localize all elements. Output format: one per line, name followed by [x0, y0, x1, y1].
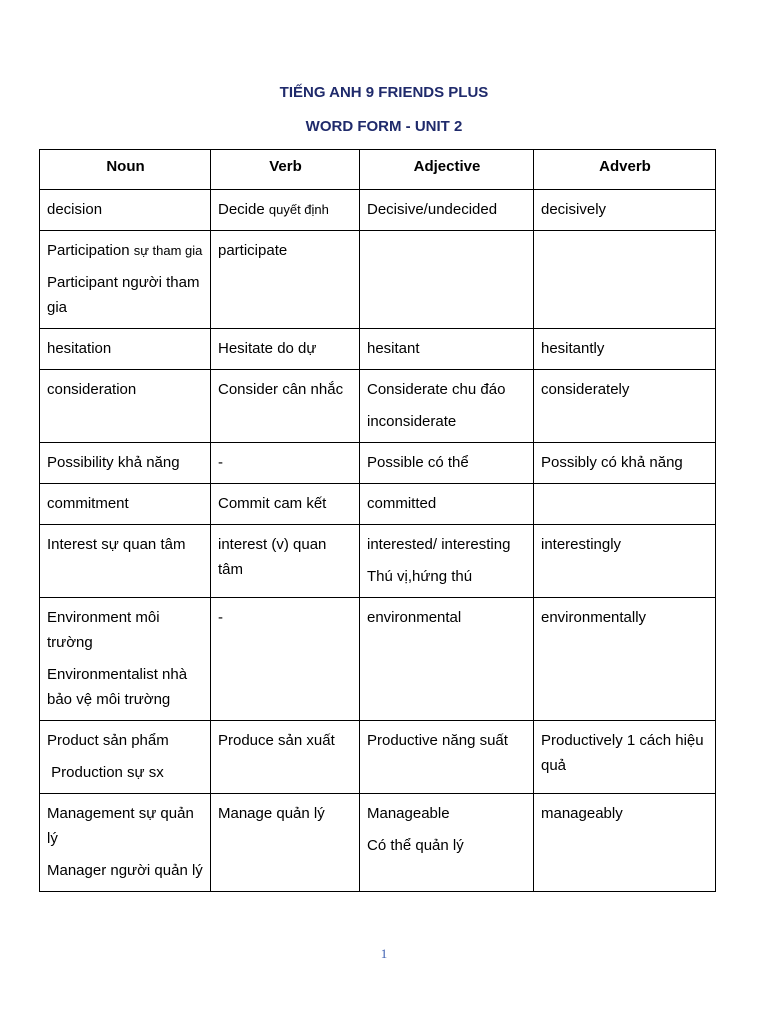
adverb-cell [534, 370, 716, 443]
adjective-text: inconsiderate [367, 413, 457, 430]
noun-note: sự tham gia [133, 243, 203, 258]
adjective-cell [360, 370, 534, 443]
verb-text: Hesitate do dự [218, 340, 317, 357]
verb-cell [211, 443, 360, 484]
table-row [40, 794, 716, 892]
document-title: TIẾNG ANH 9 FRIENDS PLUS [279, 84, 489, 101]
header-adverb: Adverb [534, 150, 716, 190]
adverb-cell [534, 598, 716, 721]
adverb-cell [534, 525, 716, 598]
noun-cell [40, 329, 211, 370]
adverb-text: Possibly có khả năng [541, 454, 683, 471]
adverb-cell [534, 721, 716, 794]
verb-cell [211, 231, 360, 329]
verb-cell [211, 794, 360, 892]
adverb-cell [534, 484, 716, 525]
adverb-text: decisively [541, 201, 607, 218]
verb-cell [211, 370, 360, 443]
noun-cell [40, 370, 211, 443]
table-row [40, 525, 716, 598]
verb-text: Commit cam kết [218, 495, 327, 512]
adjective-text: Manageable [367, 805, 450, 822]
noun-text: Environment môi trường [47, 609, 160, 651]
noun-text: hesitation [47, 340, 112, 357]
verb-text: - [218, 609, 223, 626]
verb-cell [211, 329, 360, 370]
adverb-cell [534, 443, 716, 484]
verb-text: Decide [218, 201, 265, 218]
adjective-cell [360, 329, 534, 370]
verb-text: - [218, 454, 223, 471]
adverb-text: manageably [541, 805, 623, 822]
noun-text: Possibility khả năng [47, 454, 180, 471]
adjective-cell [360, 721, 534, 794]
adjective-cell [360, 525, 534, 598]
header-adjective: Adjective [360, 150, 534, 190]
noun-cell [40, 443, 211, 484]
table-row [40, 329, 716, 370]
adjective-cell [360, 484, 534, 525]
table-row [40, 231, 716, 329]
verb-text: Produce sản xuất [218, 732, 335, 749]
adjective-cell [360, 598, 534, 721]
verb-text: Consider cân nhắc [218, 381, 344, 398]
adjective-text: Considerate chu đáo [367, 381, 506, 398]
verb-cell [211, 525, 360, 598]
noun-text: commitment [47, 495, 129, 512]
noun-text: Product sản phẩm [47, 732, 169, 749]
adverb-text: Productively 1 cách hiệu quả [541, 732, 704, 774]
word-form-table [39, 149, 716, 892]
verb-note: quyết định [268, 202, 329, 217]
noun-cell [40, 190, 211, 231]
noun-text: Environmentalist nhà bảo vệ môi trường [47, 666, 188, 708]
noun-text: Production sự sx [47, 764, 164, 781]
adverb-cell [534, 794, 716, 892]
adjective-cell [360, 443, 534, 484]
adjective-text: Có thể quản lý [367, 837, 464, 854]
verb-cell [211, 484, 360, 525]
noun-cell [40, 484, 211, 525]
noun-text: Management sự quản lý [47, 805, 194, 847]
adjective-text: committed [367, 495, 437, 512]
noun-text: Interest sự quan tâm [47, 536, 186, 553]
adjective-cell [360, 190, 534, 231]
adverb-text: considerately [541, 381, 630, 398]
noun-text: Participation [47, 242, 130, 259]
verb-cell [211, 721, 360, 794]
adjective-cell [360, 231, 534, 329]
verb-text: interest (v) quan tâm [218, 536, 327, 578]
table-row [40, 598, 716, 721]
table-row [40, 190, 716, 231]
document-subtitle: WORD FORM - UNIT 2 [305, 118, 463, 135]
table-header-row [40, 150, 716, 190]
noun-text: consideration [47, 381, 137, 398]
adjective-text: environmental [367, 609, 462, 626]
noun-cell [40, 598, 211, 721]
header-noun: Noun [40, 150, 211, 190]
noun-text: Participant người tham gia [47, 274, 200, 316]
verb-cell [211, 598, 360, 721]
table-row [40, 484, 716, 525]
noun-cell [40, 721, 211, 794]
verb-text: Manage quản lý [218, 805, 325, 822]
table-row [40, 443, 716, 484]
adverb-cell [534, 190, 716, 231]
adjective-text: Productive năng suất [367, 732, 508, 749]
noun-text: Manager người quản lý [47, 862, 203, 879]
verb-cell [211, 190, 360, 231]
adverb-text: interestingly [541, 536, 622, 553]
noun-cell [40, 794, 211, 892]
adverb-cell [534, 231, 716, 329]
table-row [40, 721, 716, 794]
adverb-cell [534, 329, 716, 370]
noun-cell [40, 525, 211, 598]
table-row [40, 370, 716, 443]
adjective-cell [360, 794, 534, 892]
adverb-text: environmentally [541, 609, 647, 626]
noun-text: decision [47, 201, 103, 218]
verb-text: participate [218, 242, 288, 259]
adjective-text: hesitant [367, 340, 420, 357]
noun-cell [40, 231, 211, 329]
adverb-text: hesitantly [541, 340, 605, 357]
adjective-text: Thú vị,hứng thú [367, 568, 473, 585]
page-number: 1 [380, 946, 388, 961]
adjective-text: Decisive/undecided [367, 201, 498, 218]
adjective-text: interested/ interesting [367, 536, 511, 553]
adjective-text: Possible có thể [367, 454, 469, 471]
header-verb: Verb [211, 150, 360, 190]
